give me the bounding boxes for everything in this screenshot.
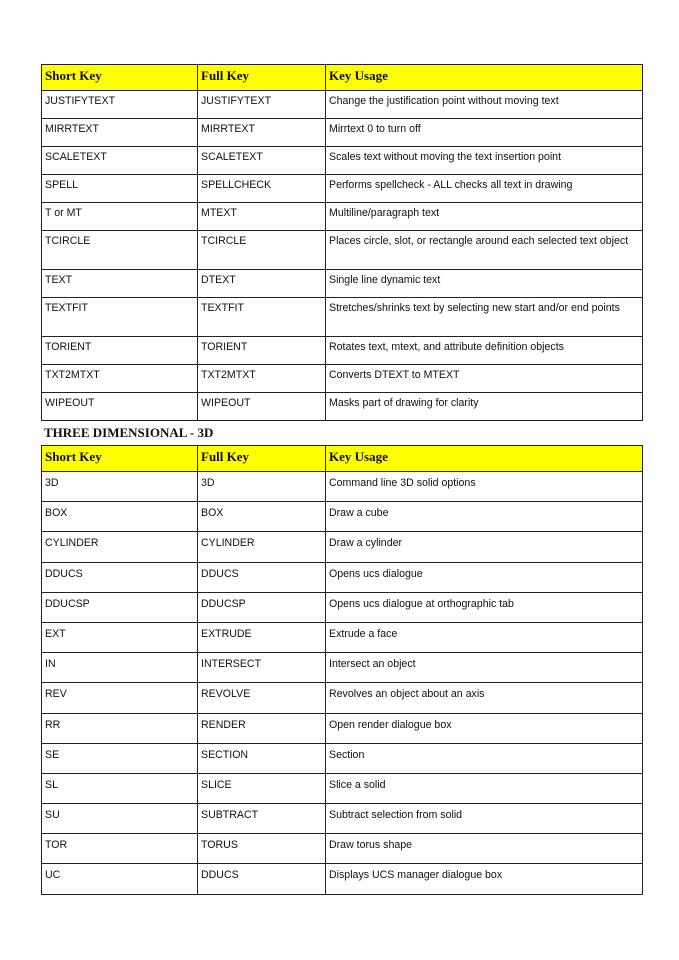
full-key-cell: SPELLCHECK — [198, 175, 326, 203]
full-key-cell: TORIENT — [198, 337, 326, 365]
full-key-cell: 3D — [198, 472, 326, 502]
short-key-cell: JUSTIFYTEXT — [42, 91, 198, 119]
key-usage-cell: Performs spellcheck - ALL checks all text in drawing — [326, 175, 643, 203]
table-row — [42, 393, 643, 421]
three-d-commands-table — [41, 445, 643, 895]
key-usage-cell: Multiline/paragraph text — [326, 203, 643, 231]
table-row — [42, 834, 643, 864]
table-row — [42, 864, 643, 894]
full-key-cell: DDUCS — [198, 864, 326, 894]
short-key-cell: SCALETEXT — [42, 147, 198, 175]
short-key-cell: TEXT — [42, 270, 198, 298]
key-usage-cell: Intersect an object — [326, 653, 643, 683]
full-key-cell: JUSTIFYTEXT — [198, 91, 326, 119]
full-key-cell: TXT2MTXT — [198, 365, 326, 393]
full-key-cell: DTEXT — [198, 270, 326, 298]
short-key-cell: TOR — [42, 834, 198, 864]
full-key-cell: CYLINDER — [198, 532, 326, 562]
full-key-cell: REVOLVE — [198, 683, 326, 713]
full-key-cell: DDUCSP — [198, 592, 326, 622]
full-key-cell: SUBTRACT — [198, 804, 326, 834]
short-key-cell: MIRRTEXT — [42, 119, 198, 147]
key-usage-cell: Open render dialogue box — [326, 713, 643, 743]
table-row — [42, 337, 643, 365]
full-key-cell: SCALETEXT — [198, 147, 326, 175]
full-key-cell: DDUCS — [198, 562, 326, 592]
table-row — [42, 203, 643, 231]
table-row — [42, 622, 643, 652]
key-usage-cell: Slice a solid — [326, 773, 643, 803]
table-row — [42, 91, 643, 119]
key-usage-cell: Command line 3D solid options — [326, 472, 643, 502]
short-key-cell: DDUCSP — [42, 592, 198, 622]
short-key-cell: SE — [42, 743, 198, 773]
key-usage-cell: Mirrtext 0 to turn off — [326, 119, 643, 147]
full-key-cell: RENDER — [198, 713, 326, 743]
short-key-cell: CYLINDER — [42, 532, 198, 562]
short-key-cell: IN — [42, 653, 198, 683]
full-key-cell: TORUS — [198, 834, 326, 864]
key-usage-cell: Extrude a face — [326, 622, 643, 652]
short-key-cell: TORIENT — [42, 337, 198, 365]
key-usage-cell: Draw a cube — [326, 502, 643, 532]
text-commands-table — [41, 64, 643, 421]
table-header-row — [42, 446, 643, 472]
key-usage-cell: Displays UCS manager dialogue box — [326, 864, 643, 894]
table-row — [42, 743, 643, 773]
header-key-usage: Key Usage — [326, 446, 643, 472]
table-row — [42, 270, 643, 298]
table-row — [42, 365, 643, 393]
header-short-key: Short Key — [42, 446, 198, 472]
table-row — [42, 502, 643, 532]
full-key-cell: WIPEOUT — [198, 393, 326, 421]
short-key-cell: SL — [42, 773, 198, 803]
short-key-cell: BOX — [42, 502, 198, 532]
short-key-cell: DDUCS — [42, 562, 198, 592]
header-key-usage: Key Usage — [326, 65, 643, 91]
short-key-cell: TCIRCLE — [42, 231, 198, 270]
table-row — [42, 298, 643, 337]
full-key-cell: MTEXT — [198, 203, 326, 231]
key-usage-cell: Opens ucs dialogue at orthographic tab — [326, 592, 643, 622]
table-row — [42, 713, 643, 743]
key-usage-cell: Draw a cylinder — [326, 532, 643, 562]
full-key-cell: INTERSECT — [198, 653, 326, 683]
key-usage-cell: Masks part of drawing for clarity — [326, 393, 643, 421]
short-key-cell: T or MT — [42, 203, 198, 231]
short-key-cell: WIPEOUT — [42, 393, 198, 421]
key-usage-cell: Opens ucs dialogue — [326, 562, 643, 592]
short-key-cell: TEXTFIT — [42, 298, 198, 337]
short-key-cell: RR — [42, 713, 198, 743]
key-usage-cell: Converts DTEXT to MTEXT — [326, 365, 643, 393]
table-row — [42, 175, 643, 203]
table-row — [42, 231, 643, 270]
table-row — [42, 119, 643, 147]
table-row — [42, 804, 643, 834]
table-row — [42, 653, 643, 683]
key-usage-cell: Revolves an object about an axis — [326, 683, 643, 713]
table-row — [42, 773, 643, 803]
short-key-cell: REV — [42, 683, 198, 713]
table-row — [42, 562, 643, 592]
short-key-cell: UC — [42, 864, 198, 894]
key-usage-cell: Section — [326, 743, 643, 773]
short-key-cell: 3D — [42, 472, 198, 502]
full-key-cell: TEXTFIT — [198, 298, 326, 337]
table-header-row — [42, 65, 643, 91]
table-row — [42, 532, 643, 562]
short-key-cell: EXT — [42, 622, 198, 652]
key-usage-cell: Subtract selection from solid — [326, 804, 643, 834]
short-key-cell: TXT2MTXT — [42, 365, 198, 393]
short-key-cell: SPELL — [42, 175, 198, 203]
section-heading: THREE DIMENSIONAL - 3D — [44, 425, 214, 440]
key-usage-cell: Change the justification point without moving text — [326, 91, 643, 119]
key-usage-cell: Stretches/shrinks text by selecting new start and/or end points — [326, 298, 643, 337]
key-usage-cell: Rotates text, mtext, and attribute definition objects — [326, 337, 643, 365]
full-key-cell: SLICE — [198, 773, 326, 803]
full-key-cell: SECTION — [198, 743, 326, 773]
key-usage-cell: Draw torus shape — [326, 834, 643, 864]
header-short-key: Short Key — [42, 65, 198, 91]
table-row — [42, 147, 643, 175]
table-row — [42, 683, 643, 713]
key-usage-cell: Single line dynamic text — [326, 270, 643, 298]
full-key-cell: BOX — [198, 502, 326, 532]
full-key-cell: TCIRCLE — [198, 231, 326, 270]
full-key-cell: MIRRTEXT — [198, 119, 326, 147]
header-full-key: Full Key — [198, 446, 326, 472]
key-usage-cell: Scales text without moving the text insertion point — [326, 147, 643, 175]
short-key-cell: SU — [42, 804, 198, 834]
header-full-key: Full Key — [198, 65, 326, 91]
table-row — [42, 472, 643, 502]
key-usage-cell: Places circle, slot, or rectangle around each selected text object — [326, 231, 643, 270]
full-key-cell: EXTRUDE — [198, 622, 326, 652]
table-row — [42, 592, 643, 622]
